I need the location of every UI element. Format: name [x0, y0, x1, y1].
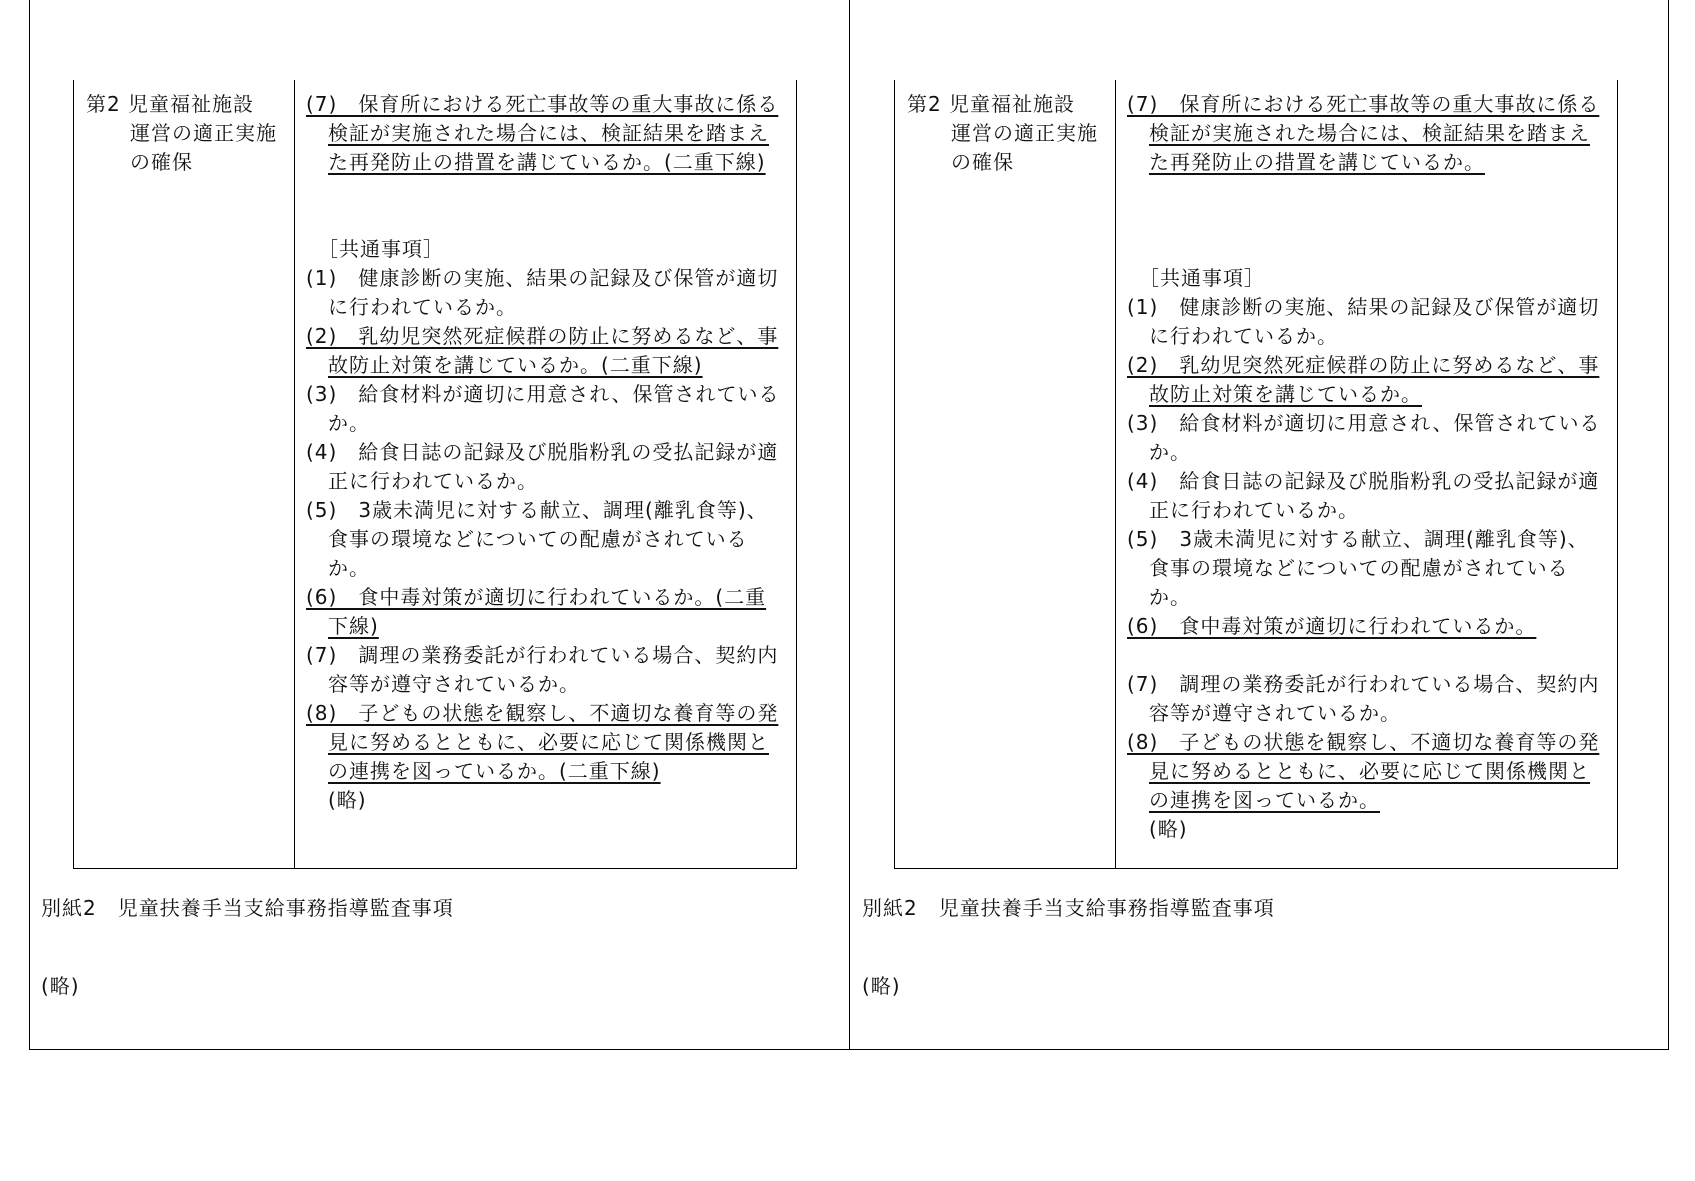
audit-table — [73, 80, 797, 869]
left-half-revised — [29, 0, 849, 1050]
omitted-note: (略) — [328, 788, 367, 812]
omitted-note-bottom: (略) — [862, 974, 901, 998]
column-divider — [294, 80, 295, 868]
attachment-2-title: 別紙2 児童扶養手当支給事務指導監査事項 — [41, 896, 454, 920]
common-item-5: (5) 3歳未満児に対する献立、調理(離乳食等)、食事の環境などについての配慮がされているか。 — [1127, 527, 1589, 609]
section-title-line3: の確保 — [130, 150, 193, 174]
attachment-2-title: 別紙2 児童扶養手当支給事務指導監査事項 — [862, 896, 1275, 920]
section-heading — [907, 90, 1107, 177]
common-item-4: (4) 給食日誌の記録及び脱脂粉乳の受払記録が適正に行われているか。 — [306, 440, 779, 493]
item-7-accident-verification: (7) 保育所における死亡事故等の重大事故に係る検証が実施された場合には、検証結果を踏まえた再発防止の措置を講じているか。 — [1127, 92, 1600, 174]
audit-table — [894, 80, 1618, 869]
section-title-line1: 児童福祉施設 — [949, 92, 1075, 116]
omitted-note: (略) — [1149, 817, 1188, 841]
audit-items — [1127, 90, 1602, 844]
common-item-1: (1) 健康診断の実施、結果の記録及び保管が適切に行われているか。 — [1127, 295, 1600, 348]
common-items-heading: ［共通事項］ — [318, 237, 444, 261]
section-number: 第2 — [907, 92, 942, 116]
section-number: 第2 — [86, 92, 121, 116]
common-item-7: (7) 調理の業務委託が行われている場合、契約内容等が遵守されているか。 — [306, 643, 779, 696]
column-divider — [1115, 80, 1116, 868]
common-item-8: (8) 子どもの状態を観察し、不適切な養育等の発見に努めるとともに、必要に応じて関係機関との連携を図っているか。 — [1127, 730, 1600, 812]
common-item-2: (2) 乳幼児突然死症候群の防止に努めるなど、事故防止対策を講じているか。 — [1127, 353, 1600, 406]
common-item-5: (5) 3歳未満児に対する献立、調理(離乳食等)、食事の環境などについての配慮がされているか。 — [306, 498, 768, 580]
common-item-6: (6) 食中毒対策が適切に行われているか。 — [1127, 614, 1537, 638]
section-title-line1: 児童福祉施設 — [128, 92, 254, 116]
item-7-accident-verification: (7) 保育所における死亡事故等の重大事故に係る検証が実施された場合には、検証結果を踏まえた再発防止の措置を講じているか。(二重下線) — [306, 92, 779, 174]
common-item-7: (7) 調理の業務委託が行われている場合、契約内容等が遵守されているか。 — [1127, 672, 1600, 725]
common-item-2: (2) 乳幼児突然死症候群の防止に努めるなど、事故防止対策を講じているか。(二重下線) — [306, 324, 779, 377]
common-item-4: (4) 給食日誌の記録及び脱脂粉乳の受払記録が適正に行われているか。 — [1127, 469, 1600, 522]
section-title-line2: 運営の適正実施 — [951, 121, 1098, 145]
common-item-3: (3) 給食材料が適切に用意され、保管されているか。 — [1127, 411, 1601, 464]
common-item-3: (3) 給食材料が適切に用意され、保管されているか。 — [306, 382, 780, 435]
section-title-line3: の確保 — [951, 150, 1014, 174]
common-items-heading: ［共通事項］ — [1139, 266, 1265, 290]
section-heading — [86, 90, 286, 177]
common-item-8: (8) 子どもの状態を観察し、不適切な養育等の発見に努めるとともに、必要に応じて関係機関との連携を図っているか。(二重下線) — [306, 701, 779, 783]
right-half-current — [850, 0, 1670, 1050]
audit-items — [306, 90, 781, 815]
common-item-1: (1) 健康診断の実施、結果の記録及び保管が適切に行われているか。 — [306, 266, 779, 319]
common-item-6: (6) 食中毒対策が適切に行われているか。(二重下線) — [306, 585, 767, 638]
omitted-note-bottom: (略) — [41, 974, 80, 998]
section-title-line2: 運営の適正実施 — [130, 121, 277, 145]
